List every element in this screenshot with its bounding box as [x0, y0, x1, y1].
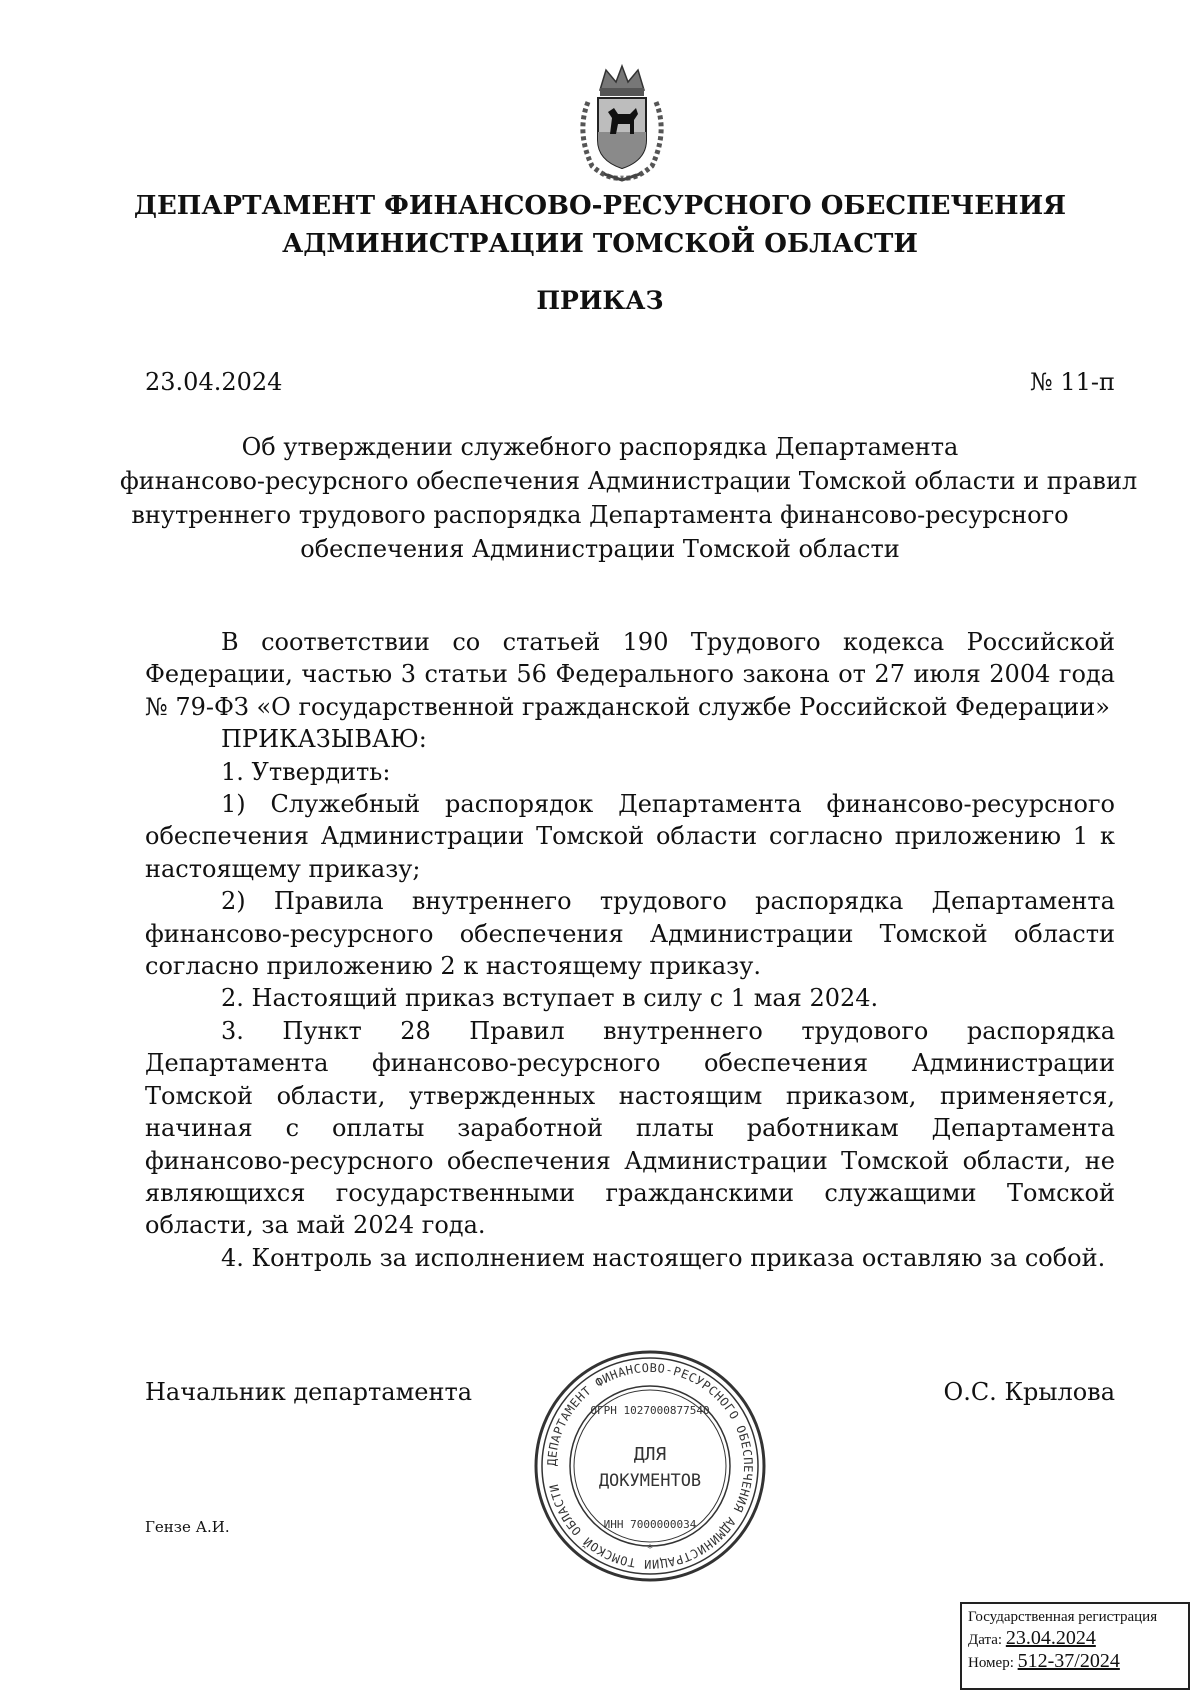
document-date: 23.04.2024	[145, 368, 283, 396]
order-word: ПРИКАЗЫВАЮ:	[221, 725, 427, 754]
tomsk-oblast-coat-of-arms-icon	[570, 62, 674, 184]
subject-line: финансово-ресурсного обеспечения Администрации Томской области и правил	[120, 467, 1138, 495]
svg-text:*: *	[647, 1542, 653, 1555]
registration-number-value: 512-37/2024	[1017, 1650, 1120, 1672]
svg-text:ДОКУМЕНТОВ: ДОКУМЕНТОВ	[598, 1471, 702, 1491]
signer-position: Начальник департамента	[145, 1378, 473, 1406]
registration-date-value: 23.04.2024	[1005, 1627, 1096, 1649]
preamble-paragraph: В соответствии со статьей 190 Трудового кодекса Российской Федерации, частью 3 статьи 56 Федерального закона от 27 июля 2004 года № 79-ФЗ «О государственной гражданской службе Российской Федерации»	[145, 628, 1115, 721]
clause-2: 2. Настоящий приказ вступает в силу с 1 мая 2024.	[221, 984, 879, 1013]
signer-name: О.С. Крылова	[943, 1378, 1115, 1406]
executor-name: Гензе А.И.	[145, 1518, 230, 1536]
subject-line: Об утверждении служебного распорядка Департамента	[241, 433, 959, 461]
svg-text:ДЕПАРТАМЕНТ ФИНАНСОВО-РЕСУРСНО: ДЕПАРТАМЕНТ ФИНАНСОВО-РЕСУРСНОГО ОБЕСПЕЧЕНИЯ АДМИНИСТРАЦИИ ТОМСКОЙ ОБЛАСТИ	[544, 1360, 756, 1572]
document-number: № 11-п	[1030, 368, 1115, 396]
clause-1: 1. Утвердить:	[221, 757, 391, 786]
state-registration-box	[960, 1602, 1190, 1690]
organization-name-line1: ДЕПАРТАМЕНТ ФИНАНСОВО-РЕСУРСНОГО ОБЕСПЕЧЕНИЯ	[133, 191, 1067, 221]
registration-number-label: Номер:	[968, 1655, 1014, 1671]
svg-text:ДЛЯ: ДЛЯ	[633, 1444, 667, 1465]
clause-1-2: 2) Правила внутреннего трудового распорядка Департамента финансово-ресурсного обеспечения Администрации Томской области согласно приложению 2 к настоящему приказу.	[145, 887, 1115, 981]
clause-4: 4. Контроль за исполнением настоящего приказа оставляю за собой.	[221, 1243, 1106, 1272]
organization-name-line2: АДМИНИСТРАЦИИ ТОМСКОЙ ОБЛАСТИ	[282, 229, 918, 259]
registration-date-label: Дата:	[968, 1632, 1003, 1648]
registration-number-row	[968, 1651, 1182, 1674]
document-type: ПРИКАЗ	[536, 286, 664, 315]
svg-text:ИНН 7000000034: ИНН 7000000034	[603, 1518, 697, 1531]
clause-3: 3. Пункт 28 Правил внутреннего трудового распорядка Департамента финансово-ресурсного обеспечения Администрации Томской области, утвержденных настоящим приказом, применяется, начиная с оплаты заработной платы работникам Департамента финансово-ресурсного обеспечения Администрации Томской области, не являющихся государственными гражданскими служащими Томской области, за май 2024 года.	[145, 1016, 1115, 1240]
clause-1-1: 1) Служебный распорядок Департамента финансово-ресурсного обеспечения Администрации Томской области согласно приложению 1 к настоящему приказу;	[145, 790, 1115, 883]
document-body	[145, 626, 1115, 1274]
subject-line: внутреннего трудового распорядка Департамента финансово-ресурсного	[131, 501, 1069, 529]
registration-date-row	[968, 1628, 1182, 1651]
registration-title: Государственная регистрация	[968, 1609, 1158, 1625]
subject-line: обеспечения Администрации Томской области	[300, 535, 900, 563]
official-seal-stamp	[532, 1348, 768, 1584]
document-subject	[120, 430, 1138, 566]
svg-text:ОГРН 1027000877540: ОГРН 1027000877540	[590, 1404, 710, 1417]
